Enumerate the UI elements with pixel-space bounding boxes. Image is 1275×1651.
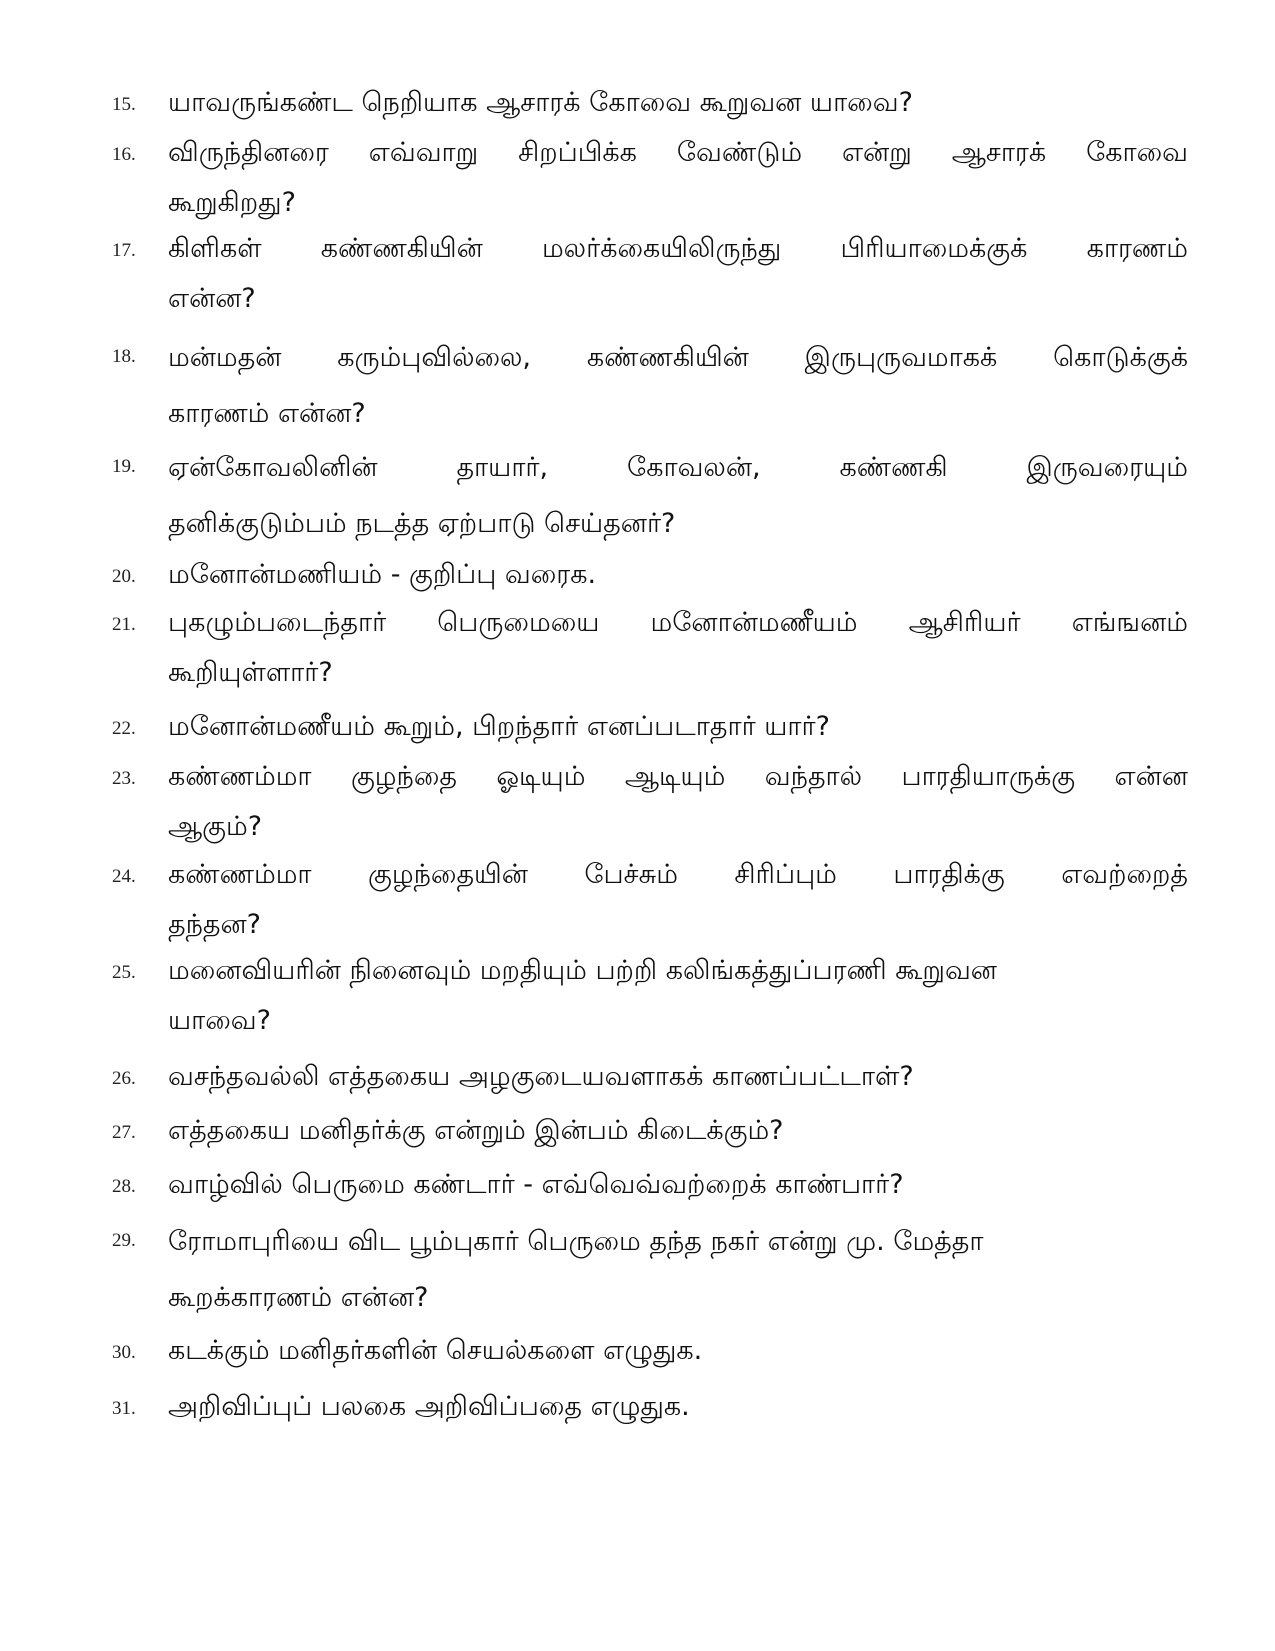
question-text: [168, 440, 1188, 552]
question-number: 17.: [112, 240, 136, 261]
question-number: 29.: [112, 1230, 136, 1251]
question-text: [168, 224, 1188, 324]
question-number: 28.: [112, 1176, 136, 1197]
question-text: [168, 128, 1188, 228]
question-text: [168, 598, 1188, 698]
question-line: கடக்கும் மனிதர்களின் செயல்களை எழுதுக.: [168, 1335, 703, 1366]
question-line: எத்தகைய மனிதர்க்கு என்றும் இன்பம் கிடைக்கும்?: [168, 1115, 784, 1146]
question-line: ரோமாபுரியை விட பூம்புகார் பெருமை தந்த நகர் என்று மு. மேத்தா: [168, 1226, 984, 1257]
question-number: 20.: [112, 566, 136, 587]
question-line: கூறியுள்ளார்?: [168, 657, 333, 688]
question-line: ஏன்கோவலினின் தாயார், கோவலன், கண்ணகி இருவரையும்: [168, 452, 1188, 483]
question-line: வாழ்வில் பெருமை கண்டார் - எவ்வெவ்வற்றைக் காண்பார்?: [168, 1169, 904, 1200]
question-line: கண்ணம்மா குழந்தையின் பேச்சும் சிரிப்பும் பாரதிக்கு எவற்றைத்: [168, 859, 1188, 890]
question-text: [168, 946, 1188, 1046]
question-text: [168, 702, 1188, 752]
question-number: 31.: [112, 1398, 136, 1419]
question-line: தனிக்குடும்பம் நடத்த ஏற்பாடு செய்தனர்?: [168, 508, 676, 539]
question-number: 19.: [112, 456, 136, 477]
question-line: என்ன?: [168, 283, 256, 314]
question-line: மனைவியரின் நினைவும் மறதியும் பற்றி கலிங்கத்துப்பரணி கூறுவன: [168, 955, 997, 986]
question-text: [168, 550, 1188, 600]
question-text: [168, 1160, 1188, 1210]
question-text: [168, 752, 1188, 852]
question-line: கூறுகிறது?: [168, 187, 296, 218]
question-number: 30.: [112, 1342, 136, 1363]
question-text: [168, 1214, 1188, 1326]
question-text: [168, 1382, 1188, 1432]
question-text: [168, 1326, 1188, 1376]
question-number: 25.: [112, 962, 136, 983]
question-line: காரணம் என்ன?: [168, 398, 366, 429]
question-number: 15.: [112, 94, 136, 115]
question-line: தந்தன?: [168, 909, 262, 940]
question-line: அறிவிப்புப் பலகை அறிவிப்பதை எழுதுக.: [168, 1391, 690, 1422]
question-number: 27.: [112, 1122, 136, 1143]
question-line: கூறக்காரணம் என்ன?: [168, 1282, 429, 1313]
question-text: [168, 330, 1188, 442]
question-text: [168, 1106, 1188, 1156]
question-number: 18.: [112, 346, 136, 367]
question-line: மன்மதன் கரும்புவில்லை, கண்ணகியின் இருபுருவமாகக் கொடுக்குக்: [168, 342, 1188, 373]
question-line: மனோன்மணியம் - குறிப்பு வரைக.: [168, 559, 597, 590]
question-text: [168, 850, 1188, 950]
question-line: யாவை?: [168, 1005, 271, 1036]
question-line: மனோன்மணீயம் கூறும், பிறந்தார் எனப்படாதார் யார்?: [168, 711, 830, 742]
question-line: ஆகும்?: [168, 811, 263, 842]
question-text: [168, 1052, 1188, 1102]
question-line: வசந்தவல்லி எத்தகைய அழகுடையவளாகக் காணப்பட்டாள்?: [168, 1061, 914, 1092]
question-line: கண்ணம்மா குழந்தை ஓடியும் ஆடியும் வந்தால் பாரதியாருக்கு என்ன: [168, 761, 1188, 792]
question-line: யாவருங்கண்ட நெறியாக ஆசாரக் கோவை கூறுவன யாவை?: [168, 87, 913, 118]
question-number: 16.: [112, 144, 136, 165]
question-line: விருந்தினரை எவ்வாறு சிறப்பிக்க வேண்டும் என்று ஆசாரக் கோவை: [168, 137, 1188, 168]
question-line: கிளிகள் கண்ணகியின் மலர்க்கையிலிருந்து பிரியாமைக்குக் காரணம்: [168, 233, 1188, 264]
question-line: புகழும்படைந்தார் பெருமையை மனோன்மணீயம் ஆசிரியர் எங்ஙனம்: [168, 607, 1188, 638]
question-number: 23.: [112, 768, 136, 789]
question-number: 26.: [112, 1068, 136, 1089]
question-text: [168, 78, 1188, 128]
question-number: 22.: [112, 718, 136, 739]
question-number: 21.: [112, 614, 136, 635]
question-number: 24.: [112, 866, 136, 887]
